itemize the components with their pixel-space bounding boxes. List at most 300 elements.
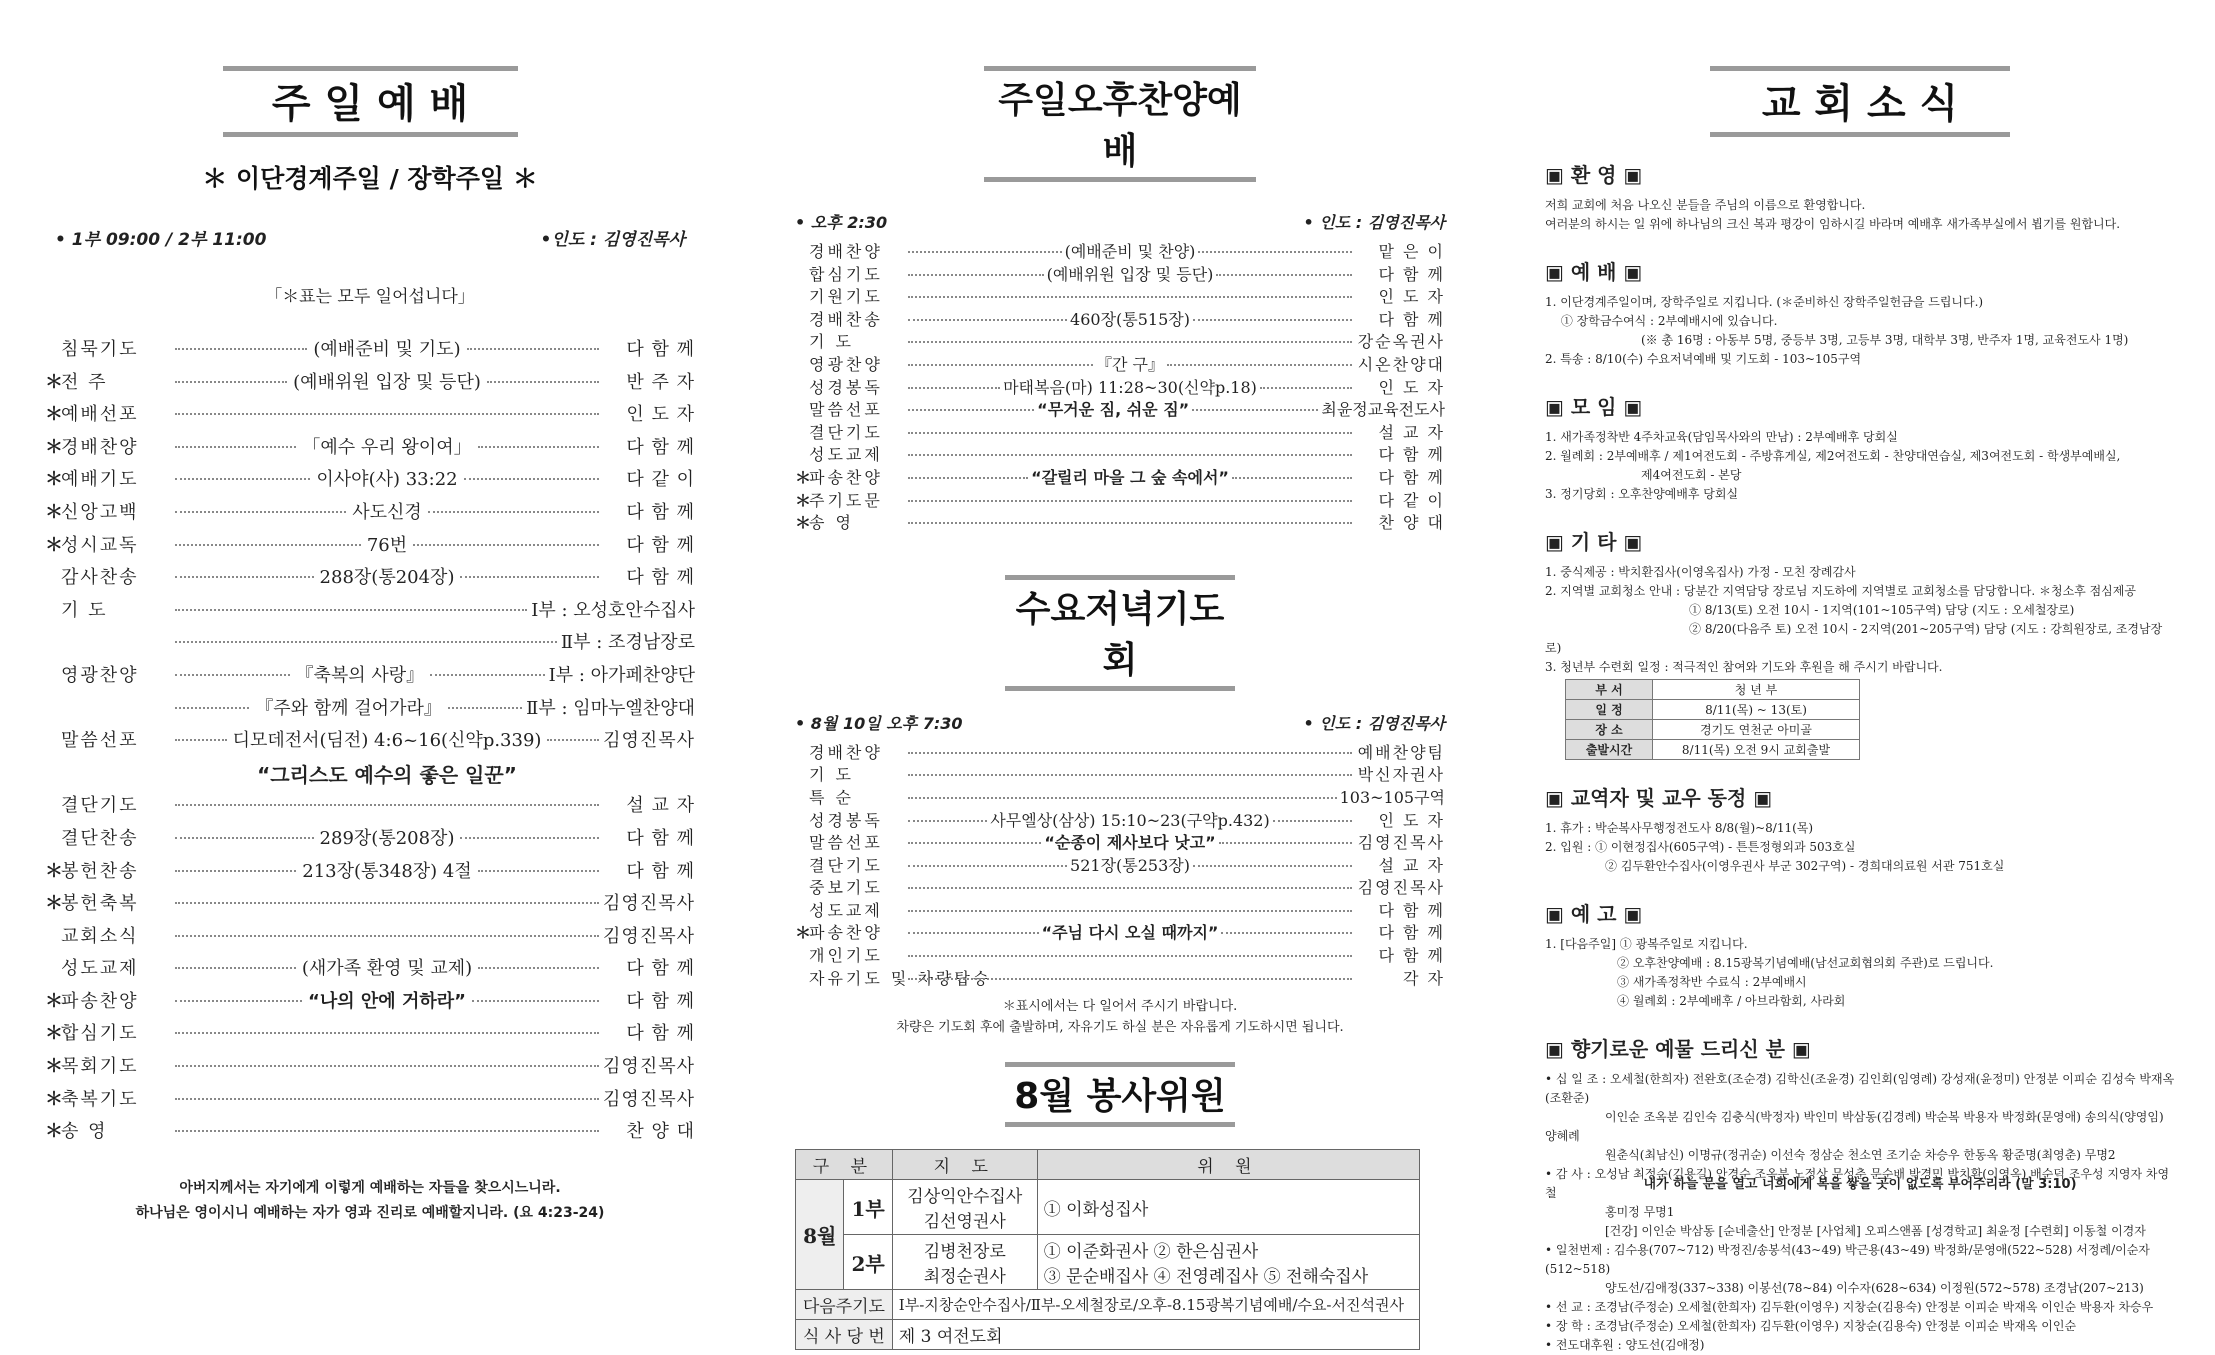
dot-leader xyxy=(487,381,599,383)
dot-leader xyxy=(175,544,361,546)
order-name: 전 주 xyxy=(61,371,108,393)
other-text xyxy=(1545,563,2175,677)
sunday-worship-title: 주 일 예 배 xyxy=(271,81,469,127)
order-content: (예배준비 및 기도) xyxy=(313,339,461,360)
order-item xyxy=(45,400,695,433)
dot-leader xyxy=(908,932,1039,934)
news-line: • 감 사 : 오성남 최정순(김용길) 안경순 조옥분 노정상 문성춘 문순배 박경민 박치환(이영옥) 배순덕 조우성 지영자 차영철 xyxy=(1545,1167,2170,1200)
sunday-worship-title-box xyxy=(223,66,518,137)
dot-leader xyxy=(175,511,346,513)
order-star: ＊ xyxy=(45,1088,63,1110)
order-name: 기 도 xyxy=(809,332,854,352)
order-leader: 다 함 께 xyxy=(626,534,696,556)
dot-leader xyxy=(908,477,1028,479)
order-name: 감사찬송 xyxy=(61,567,139,589)
order-leader: 김영진목사 xyxy=(1357,833,1445,853)
news-line: 1. [다음주일] ① 광복주일로 지킵니다. xyxy=(1545,937,1748,951)
order-item xyxy=(45,661,695,694)
order-content: (예배위원 입장 및 등단) xyxy=(1046,264,1214,284)
order-item xyxy=(45,987,695,1020)
dot-leader xyxy=(1192,409,1318,411)
order-content: 『간 구』 xyxy=(1096,354,1164,374)
order-name: 말씀선포 xyxy=(61,730,139,752)
service-leader: •인도 : 김영진목사 xyxy=(540,230,685,250)
order-star: ＊ xyxy=(45,501,63,523)
other-heading: ▣ 기 타 ▣ xyxy=(1545,530,1643,554)
order-item xyxy=(795,875,1445,898)
order-leader: 시온찬양대 xyxy=(1357,354,1445,374)
dot-leader xyxy=(472,1000,599,1002)
p2-members-1: ① 이준화권사 ② 한은심권사 xyxy=(1043,1242,1259,1263)
retreat-label: 부 서 xyxy=(1566,680,1653,700)
order-item xyxy=(795,943,1445,966)
order-leader: Ⅰ부 : 아가페찬양단 xyxy=(548,664,696,686)
dot-leader xyxy=(175,870,296,872)
offering-verse: 내가 하늘 문을 열고 너희에게 복을 쌓을 곳이 없도록 부어주리라 (말 3:10) xyxy=(1643,1177,2077,1192)
order-star: ＊ xyxy=(45,893,63,915)
news-line: 홍미정 무명1 xyxy=(1545,1205,1675,1219)
dot-leader xyxy=(175,1098,599,1100)
order-name: 경배찬양 xyxy=(809,242,883,261)
order-leader: 예배찬양팀 xyxy=(1357,742,1445,762)
order-leader: 다 함 께 xyxy=(1378,946,1445,966)
order-name: 파송찬양 xyxy=(61,990,139,1012)
part2-cell: 2부 xyxy=(844,1235,892,1290)
order-content: 이사야(사) 33:22 xyxy=(316,469,458,491)
sunday-subtitle: ＊ 이단경계주일 / 장학주일 ＊ xyxy=(202,164,538,193)
p2-leader-1: 김병천장로 xyxy=(923,1242,1006,1263)
order-name: 영광찬양 xyxy=(809,354,883,374)
dot-leader xyxy=(175,1130,599,1132)
order-leader: 다 함 께 xyxy=(1378,923,1446,943)
order-name: 결단찬송 xyxy=(61,827,139,849)
dot-leader xyxy=(908,364,1093,366)
order-leader: 설 교 자 xyxy=(1378,855,1445,875)
standing-note: 「＊표는 모두 일어섭니다」 xyxy=(265,287,475,307)
order-name: 경배찬양 xyxy=(809,742,883,762)
order-leader: 다 함 께 xyxy=(626,990,696,1012)
order-name: 자유기도 및 차량탑승 xyxy=(809,968,992,988)
order-leader: 김영진목사 xyxy=(603,1056,695,1078)
dot-leader xyxy=(908,387,1000,389)
order-name: 경배찬양 xyxy=(61,436,139,458)
volunteers-title-box xyxy=(1005,1062,1235,1127)
order-item xyxy=(45,465,695,498)
order-item xyxy=(45,433,695,466)
order-name: 목회기도 xyxy=(61,1056,139,1078)
order-item xyxy=(795,284,1445,307)
dot-leader xyxy=(175,674,290,676)
order-item xyxy=(45,954,695,987)
news-line: • 십 일 조 : 오세철(한희자) 전완호(조순경) 김학신(조윤경) 김인회(임영례) 강성재(윤정미) 안정분 이피순 김성숙 박재옥(조환준) xyxy=(1545,1072,2175,1105)
dot-leader xyxy=(908,409,1034,411)
order-item xyxy=(45,1117,695,1150)
dot-leader xyxy=(413,544,599,546)
dot-leader xyxy=(1221,932,1352,934)
order-item xyxy=(795,808,1445,831)
dot-leader xyxy=(908,251,1062,253)
order-star: ＊ xyxy=(45,371,63,393)
order-item xyxy=(795,853,1445,876)
dot-leader xyxy=(1273,820,1352,822)
welcome-heading: ▣ 환 영 ▣ xyxy=(1545,163,1643,187)
youth-retreat-row xyxy=(1566,740,1860,760)
order-content: “무거운 짐, 쉬운 짐” xyxy=(1037,400,1190,420)
dot-leader xyxy=(1216,274,1352,276)
dot-leader xyxy=(464,478,599,480)
order-item xyxy=(795,262,1445,285)
order-name: 송 영 xyxy=(809,513,854,533)
dot-leader xyxy=(175,902,599,904)
order-item xyxy=(45,1085,695,1118)
wednesday-order-list xyxy=(795,740,1445,989)
order-item xyxy=(795,510,1445,533)
col-wiwon: 위 원 xyxy=(1037,1150,1419,1180)
news-line: 양도선/김애정(337~338) 이봉선(78~84) 이수자(628~634) 이정원(572~578) 조경남(207~213) xyxy=(1545,1281,2144,1295)
dot-leader xyxy=(175,1065,599,1067)
dot-leader xyxy=(908,752,1352,754)
order-leader: 찬 양 대 xyxy=(626,1121,695,1143)
order-item xyxy=(795,898,1445,921)
dot-leader xyxy=(1232,477,1352,479)
dot-leader xyxy=(478,870,599,872)
wednesday-leader: • 인도 : 김영진목사 xyxy=(1303,713,1445,733)
order-item xyxy=(795,442,1445,465)
afternoon-order-list xyxy=(795,239,1445,533)
order-star: ＊ xyxy=(45,404,63,426)
order-item xyxy=(795,762,1445,785)
order-name: 영광찬양 xyxy=(61,664,139,686)
meetings-text xyxy=(1545,428,2175,504)
news-line: 1. 휴가 : 박순복사무행정전도사 8/8(월)~8/11(목) xyxy=(1545,821,1814,835)
order-item xyxy=(795,465,1445,488)
dot-leader xyxy=(175,804,599,806)
order-leader: 다 같 이 xyxy=(1378,490,1445,510)
dot-leader xyxy=(460,837,599,839)
order-name: 중보기도 xyxy=(809,878,883,898)
col-jido: 지 도 xyxy=(892,1150,1037,1180)
sunday-worship-column xyxy=(45,0,695,1240)
order-content: 『축복의 사랑』 xyxy=(295,664,425,686)
preview-text xyxy=(1545,935,2175,1011)
wednesday-meta xyxy=(795,711,1445,734)
dot-leader xyxy=(908,820,987,822)
dot-leader xyxy=(175,609,527,611)
news-line: 1. 이단경계주일이며, 장학주일로 지킵니다. (＊준비하신 장학주일헌금을 드립니다.) xyxy=(1545,295,1984,309)
news-line: ② 김두환안수집사(이영우권사 부군 302구역) - 경희대의료원 서관 751호실 xyxy=(1545,859,2005,873)
order-name: 교회소식 xyxy=(61,925,139,947)
news-line: 3. 정기당회 : 오후찬양예배후 당회실 xyxy=(1545,487,1739,501)
dot-leader xyxy=(908,432,1352,434)
preview-heading: ▣ 예 고 ▣ xyxy=(1545,902,1643,926)
order-star: ＊ xyxy=(795,923,812,943)
order-name: 예배선포 xyxy=(61,404,139,426)
part2-members xyxy=(1037,1235,1419,1290)
news-line: (※ 총 16명 : 아동부 5명, 중등부 3명, 고등부 3명, 대학부 3명, 반주자 1명, 교육전도사 1명) xyxy=(1545,333,2129,347)
staff-news-text xyxy=(1545,819,2175,876)
order-leader: 반 주 자 xyxy=(626,371,696,393)
order-content: “그리스도 예수의 좋은 일꾼” xyxy=(257,762,517,787)
dot-leader xyxy=(908,774,1352,776)
dot-leader xyxy=(175,641,557,643)
order-name: 합심기도 xyxy=(809,264,883,284)
order-name: 예배기도 xyxy=(61,469,139,491)
news-line: ① 장학금수여식 : 2부예배시에 있습니다. xyxy=(1545,314,1778,328)
dot-leader xyxy=(908,454,1352,456)
afternoon-column xyxy=(795,0,1446,1348)
afternoon-meta xyxy=(795,210,1445,233)
order-item xyxy=(45,759,695,792)
order-name: 신앙고백 xyxy=(61,501,139,523)
dot-leader xyxy=(175,381,287,383)
worship-heading: ▣ 예 배 ▣ xyxy=(1545,260,1643,284)
news-line: • 선 교 : 조경남(주정순) 오세철(한희자) 김두환(이영우) 지창순(김용숙) 안정분 이피순 박재옥 이인순 박용자 차승우 xyxy=(1545,1300,2154,1314)
order-name: 말씀선포 xyxy=(809,400,883,420)
dot-leader xyxy=(175,478,310,480)
retreat-label: 일 정 xyxy=(1566,700,1653,720)
order-leader: 다 함 께 xyxy=(626,567,696,589)
dot-leader xyxy=(908,319,1067,321)
order-leader: 김영진목사 xyxy=(603,893,695,915)
verse-line-2: 하나님은 영이시니 예배하는 자가 영과 진리로 예배할지니라. (요 4:23-24) xyxy=(135,1204,605,1221)
youth-retreat-table xyxy=(1565,679,1860,760)
news-line: 2. 특송 : 8/10(수) 수요저녁예배 및 기도회 - 103~105구역 xyxy=(1545,352,1862,366)
order-item xyxy=(45,335,695,368)
news-line: ④ 월례회 : 2부예배후 / 아브라함회, 사라회 xyxy=(1545,994,1846,1008)
order-leader: 설 교 자 xyxy=(626,795,695,817)
order-content: 289장(통208장) xyxy=(319,827,455,849)
order-content: “순종이 제사보다 낫고” xyxy=(1044,833,1216,853)
order-name: 성도교제 xyxy=(809,445,883,465)
offerings-text xyxy=(1545,1070,2175,1355)
order-item xyxy=(45,368,695,401)
church-news-column xyxy=(1545,0,2175,1352)
order-name: 합심기도 xyxy=(61,1023,139,1045)
retreat-label: 출발시간 xyxy=(1566,740,1653,760)
order-content: (새가족 환영 및 교제) xyxy=(301,958,473,980)
dot-leader xyxy=(175,576,314,578)
order-content: 213장(통348장) 4절 xyxy=(302,860,472,882)
verse-line-1: 아버지께서는 자기에게 이렇게 예배하는 자들을 찾으시느니라. xyxy=(179,1179,561,1196)
dot-leader xyxy=(908,797,1337,799)
order-item xyxy=(795,397,1445,420)
order-name: 성경봉독 xyxy=(809,377,883,397)
wednesday-title-box xyxy=(1005,575,1235,691)
news-line: [건강] 이인순 박삼동 [순네출산] 안정분 [사업체] 오피스앤폼 [성경학교] 최윤정 [수련회] 이동철 이경자 xyxy=(1545,1224,2146,1238)
meal-value: 제 3 여전도회 xyxy=(892,1320,1419,1350)
news-line: 2. 월례회 : 2부예배후 / 제1여전도회 - 주방휴게실, 제2여전도회 - 찬양대연습실, 제3여전도회 - 학생부예배실, xyxy=(1545,449,2121,463)
order-leader: 103~105구역 xyxy=(1339,787,1445,807)
dot-leader xyxy=(1193,865,1352,867)
dot-leader xyxy=(1219,842,1352,844)
order-name: 봉헌축복 xyxy=(61,893,139,915)
order-item xyxy=(795,420,1445,443)
news-line: • 장 학 : 조경남(주정순) 오세철(한희자) 김두환(이영우) 지창순(김용숙) 안정분 이피순 박재옥 이인순 xyxy=(1545,1319,2077,1333)
part1-leaders xyxy=(892,1180,1037,1235)
order-item xyxy=(795,307,1445,330)
order-leader: 김영진목사 xyxy=(603,925,695,947)
order-leader: 맡 은 이 xyxy=(1378,242,1446,261)
order-name: 파송찬양 xyxy=(809,923,883,943)
order-leader: 각 자 xyxy=(1403,968,1445,988)
order-item xyxy=(45,726,695,759)
part2-leaders xyxy=(892,1235,1037,1290)
order-item xyxy=(45,531,695,564)
welcome-text xyxy=(1545,196,2175,234)
next-prayer-label: 다음주기도 xyxy=(796,1290,893,1320)
order-name: 성도교제 xyxy=(809,900,883,920)
order-item xyxy=(795,966,1445,989)
order-leader: Ⅱ부 : 임마누엘찬양대 xyxy=(526,697,695,719)
afternoon-time: • 오후 2:30 xyxy=(795,213,888,232)
order-item xyxy=(45,628,695,661)
order-content: 460장(통515장) xyxy=(1070,309,1190,329)
wednesday-notes xyxy=(795,996,1445,1038)
order-leader: 인 도 자 xyxy=(1378,377,1445,397)
order-leader: 최윤정교육전도사 xyxy=(1321,400,1446,420)
order-leader: 다 함 께 xyxy=(1378,309,1445,329)
order-name: 성도교제 xyxy=(61,958,139,980)
order-leader: 인 도 자 xyxy=(1378,287,1445,307)
news-line: ① 8/13(토) 오전 10시 - 1지역(101~105구역) 담당 (지도 : 오세철장로) xyxy=(1545,603,2075,617)
order-content: 「예수 우리 왕이여」 xyxy=(302,436,472,458)
dot-leader xyxy=(175,739,227,741)
order-content: (예배위원 입장 및 등단) xyxy=(293,371,481,393)
afternoon-title-box xyxy=(984,66,1256,182)
dot-leader xyxy=(908,910,1352,912)
order-star: ＊ xyxy=(45,436,63,458)
order-leader: Ⅰ부 : 오성호안수집사 xyxy=(531,599,695,621)
order-item xyxy=(45,889,695,922)
order-leader: 찬 양 대 xyxy=(1378,513,1445,533)
order-leader: 인 도 자 xyxy=(1378,810,1446,830)
dot-leader xyxy=(430,674,545,676)
order-name: 말씀선포 xyxy=(809,833,883,853)
order-item xyxy=(45,791,695,824)
offerings-heading: ▣ 향기로운 예물 드리신 분 ▣ xyxy=(1545,1037,1811,1061)
order-name: 기 도 xyxy=(61,599,108,621)
order-item xyxy=(45,694,695,727)
order-name: 기원기도 xyxy=(809,287,883,307)
youth-retreat-row xyxy=(1566,700,1860,720)
order-name: 침묵기도 xyxy=(61,339,139,360)
order-name: 파송찬양 xyxy=(809,467,883,487)
p1-leader-1: 김상익안수집사 xyxy=(907,1187,1023,1208)
dot-leader xyxy=(478,967,599,969)
order-leader: 인 도 자 xyxy=(626,404,695,426)
volunteers-title: 8월 봉사위원 xyxy=(1014,1076,1226,1118)
afternoon-leader: • 인도 : 김영진목사 xyxy=(1303,213,1445,232)
dot-leader xyxy=(175,935,599,937)
news-title: 교 회 소 식 xyxy=(1761,81,1959,127)
dot-leader xyxy=(908,274,1044,276)
dot-leader xyxy=(175,1000,302,1002)
order-item xyxy=(45,1052,695,1085)
retreat-value: 8/11(목) 오전 9시 교회출발 xyxy=(1653,740,1860,760)
dot-leader xyxy=(908,842,1041,844)
dot-leader xyxy=(460,576,599,578)
order-content: 사도신경 xyxy=(352,501,422,523)
news-line: 원춘식(최남신) 이명규(정귀순) 이선숙 정삼순 천소연 조기순 차승우 한동옥 황준명(최영춘) 무명2 xyxy=(1545,1148,2116,1162)
order-leader: 박신자권사 xyxy=(1357,765,1445,785)
meetings-heading: ▣ 모 임 ▣ xyxy=(1545,395,1643,419)
sunday-order-list xyxy=(45,335,695,1150)
order-leader: 다 함 께 xyxy=(626,827,696,849)
worship-text xyxy=(1545,293,2175,369)
order-leader: Ⅱ부 : 조경남장로 xyxy=(560,632,695,654)
retreat-value: 경기도 연천군 아미골 xyxy=(1653,720,1860,740)
dot-leader xyxy=(547,739,599,741)
order-star: ＊ xyxy=(45,534,63,556)
p1-leader-2: 김선영권사 xyxy=(923,1212,1006,1233)
dot-leader xyxy=(175,348,307,350)
dot-leader xyxy=(175,1032,599,1034)
news-line: 제4여전도회 - 본당 xyxy=(1545,468,1742,482)
dot-leader xyxy=(908,887,1352,889)
news-title-box xyxy=(1710,66,2010,137)
order-content: 『주와 함께 걸어가라』 xyxy=(255,697,442,719)
dot-leader xyxy=(908,978,1352,980)
news-line: ② 오후찬양예배 : 8.15광복기념예배(남선교회협의회 주관)로 드립니다. xyxy=(1545,956,1994,970)
order-name: 개인기도 xyxy=(809,946,883,966)
order-content: 사무엘상(삼상) 15:10~23(구약p.432) xyxy=(990,810,1270,830)
p2-members-2: ③ 문순배집사 ④ 전영례집사 ⑤ 전해숙집사 xyxy=(1043,1267,1369,1288)
part1-cell: 1부 xyxy=(844,1180,892,1235)
wednesday-note-2: 차량은 기도회 후에 출발하며, 자유기도 하실 분은 자유롭게 기도하시면 됩니다. xyxy=(896,1020,1344,1036)
dot-leader xyxy=(908,522,1352,524)
order-leader: 다 함 께 xyxy=(626,860,696,882)
dot-leader xyxy=(175,707,249,709)
news-line: 3. 청년부 수련회 일정 : 적극적인 참여와 기도와 후원을 해 주시기 바랍니다. xyxy=(1545,660,1943,674)
dot-leader xyxy=(175,967,296,969)
retreat-label: 장 소 xyxy=(1566,720,1653,740)
wednesday-title: 수요저녁기도회 xyxy=(1015,588,1225,681)
order-leader: 다 함 께 xyxy=(626,501,695,523)
meal-label: 식 사 당 번 xyxy=(796,1320,893,1350)
order-content: “갈릴리 마을 그 숲 속에서” xyxy=(1031,467,1229,487)
news-line: • 일천번제 : 김수용(707~712) 박정진/송봉석(43~49) 박근용(43~49) 박정화/문영애(522~528) 서정례/이순자(512~518) xyxy=(1545,1243,2150,1276)
dot-leader xyxy=(908,865,1067,867)
dot-leader xyxy=(1193,319,1352,321)
volunteers-table xyxy=(795,1149,1420,1350)
news-line: 1. 중식제공 : 박치환집사(이영옥집사) 가정 - 모친 장례감사 xyxy=(1545,565,1856,579)
order-name: 특 순 xyxy=(809,787,854,807)
order-name: 송 영 xyxy=(61,1121,108,1143)
dot-leader xyxy=(1167,364,1352,366)
dot-leader xyxy=(478,446,599,448)
order-item xyxy=(795,785,1445,808)
order-content: 288장(통204장) xyxy=(319,567,455,589)
order-content: 디모데전서(딤전) 4:6~16(신약p.339) xyxy=(232,730,542,752)
order-name: 축복기도 xyxy=(61,1088,139,1110)
order-leader: 다 함 께 xyxy=(1378,445,1445,465)
news-line: • 전도대후원 : 양도선(김애정) xyxy=(1545,1338,1705,1352)
afternoon-title: 주일오후찬양예배 xyxy=(998,80,1242,172)
news-line: 2. 입원 : ① 이현정집사(605구역) - 튼튼정형외과 503호실 xyxy=(1545,840,1856,854)
order-leader: 설 교 자 xyxy=(1378,422,1445,442)
order-content: 521장(통253장) xyxy=(1070,855,1190,875)
order-item xyxy=(795,329,1445,352)
order-item xyxy=(45,824,695,857)
order-leader: 김영진목사 xyxy=(603,1088,695,1110)
order-name: 성시교독 xyxy=(61,534,139,556)
retreat-value: 청 년 부 xyxy=(1653,680,1860,700)
order-name: 결단기도 xyxy=(809,422,883,442)
order-name: 기 도 xyxy=(809,765,854,785)
order-leader: 김영진목사 xyxy=(603,730,696,752)
order-item xyxy=(795,920,1445,943)
news-line: 1. 새가족정착반 4주차교육(담임목사와의 만남) : 2부예배후 당회실 xyxy=(1545,430,1898,444)
